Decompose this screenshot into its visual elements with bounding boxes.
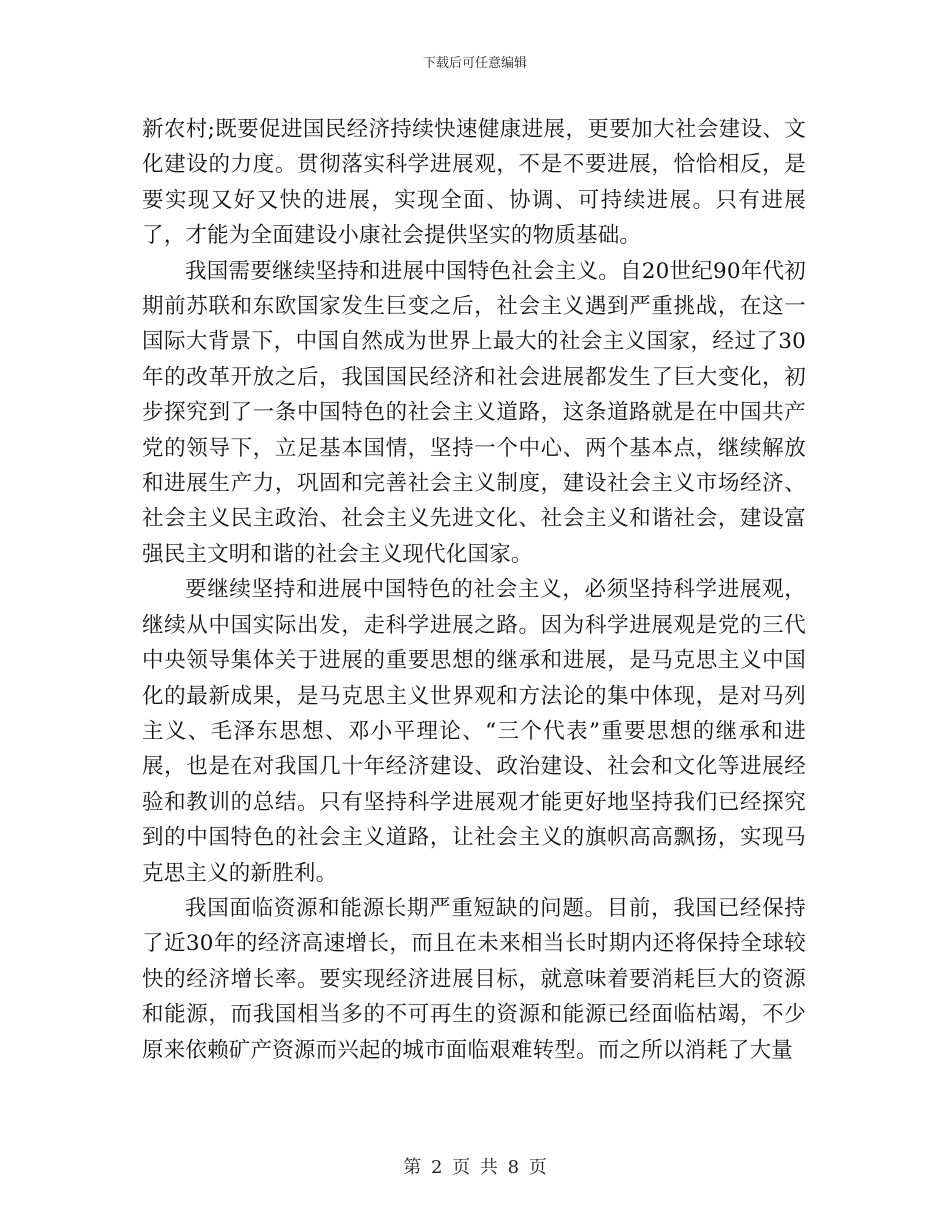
paragraph-resources: 我国面临资源和能源长期严重短缺的问题。目前，我国已经保持了近30年的经济高速增长，而且在未来相当长时期内还将保持全球较快的经济增长率。要实现经济进展目标，就意味着要消耗巨大的资源和能源，而我国相当多的不可再生的资源和能源已经面临枯竭，不少原来依赖矿产资源而兴起的城市面临艰难转型。而之所以消耗了大量	[142, 895, 806, 1063]
paragraph-socialism: 我国需要继续坚持和进展中国特色社会主义。自20世纪90年代初期前苏联和东欧国家发生巨变之后，社会主义遇到严重挑战，在这一国际大背景下，中国自然成为世界上最大的社会主义国家，经过了30年的改革开放之后，我国国民经济和社会进展都发生了巨大变化，初步探究到了一条中国特色的社会主义道路，这条道路就是在中国共产党的领导下，立足基本国情，坚持一个中心、两个基本点，继续解放和进展生产力，巩固和完善社会主义制度，建设社会主义市场经济、社会主义民主政治、社会主义先进文化、社会主义和谐社会，建设富强民主文明和谐的社会主义现代化国家。	[142, 258, 806, 567]
paragraph-continuation: 新农村;既要促进国民经济持续快速健康进展，更要加大社会建设、文化建设的力度。贯彻落实科学进展观，不是不要进展，恰恰相反，是要实现又好又快的进展，实现全面、协调、可持续进展。只有进展了，才能为全面建设小康社会提供坚实的物质基础。	[142, 117, 806, 249]
page-header-note: 下载后可任意编辑	[422, 56, 527, 71]
document-body	[142, 112, 806, 1068]
page-number-footer: 第 2 页 共 8 页	[403, 1157, 547, 1178]
paragraph-scientific-development: 要继续坚持和进展中国特色的社会主义，必须坚持科学进展观，继续从中国实际出发，走科学进展之路。因为科学进展观是党的三代中央领导集体关于进展的重要思想的继承和进展，是马克思主义中国化的最新成果，是马克思主义世界观和方法论的集中体现，是对马列主义、毛泽东思想、邓小平理论、“三个代表”重要思想的继承和进展，也是在对我国几十年经济建设、政治建设、社会和文化等进展经验和教训的总结。只有坚持科学进展观才能更好地坚持我们已经探究到的中国特色的社会主义道路，让社会主义的旗帜高高飘扬，实现马克思主义的新胜利。	[142, 577, 806, 886]
